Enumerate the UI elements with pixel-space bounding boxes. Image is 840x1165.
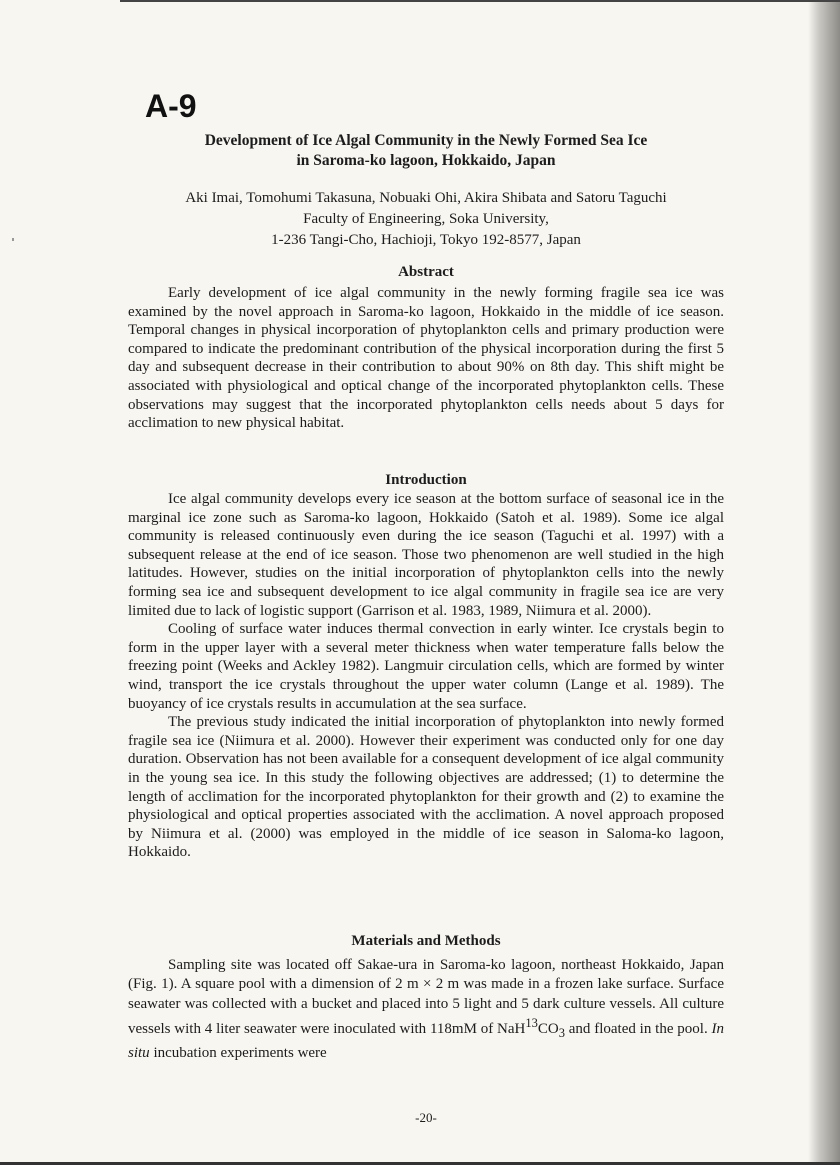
in-situ-italic: In situ (128, 1021, 724, 1061)
title-line-2: in Saroma-ko lagoon, Hokkaido, Japan (296, 152, 556, 169)
author-block (128, 188, 724, 251)
scan-speck (12, 238, 14, 241)
abstract-heading: Abstract (398, 264, 454, 280)
paper-code: A-9 (145, 88, 197, 124)
introduction-heading: Introduction (385, 472, 467, 488)
page-number: -20- (415, 1110, 437, 1125)
introduction-paragraph-3: The previous study indicated the initial incorporation of phytoplankton into newly formed fragile sea ice (Niimura et al. 2000). However their experiment was conducted only for one day duration. Observation has not been available for a consequent development of ice algal community in the young sea ice. In this study the following objectives are addressed; (1) to determine the length of acclimation for the incorporated phytoplankton for their growth and (2) to examine the physiological and optical properties associated with the acclimation. A novel approach proposed by Niimura et al. (2000) was employed in the middle of ice season in Saloma-ko lagoon, Hokkaido. (128, 714, 724, 861)
methods-heading: Materials and Methods (351, 933, 501, 949)
affiliation: Faculty of Engineering, Soka University, (303, 211, 549, 227)
address: 1-236 Tangi-Cho, Hachioji, Tokyo 192-8577, Japan (271, 232, 581, 248)
introduction-paragraph-1: Ice algal community develops every ice season at the bottom surface of seasonal ice in the marginal ice zone such as Saroma-ko lagoon, Hokkaido (Satoh et al. 1989). Some ice algal community is released continuously even during the ice season (Taguchi et al. 1997) with a subsequent release at the end of ice season. Those two phenomenon are well studied in the high latitudes. However, studies on the initial incorporation of phytoplankton cells into the newly forming sea ice and subsequent development to ice algal community in fragile sea ice are very limited due to lack of logistic support (Garrison et al. 1983, 1989, Niimura et al. 2000). (128, 491, 724, 619)
introduction-body (128, 490, 724, 862)
page-edge-shadow (808, 0, 840, 1165)
introduction-paragraph-2: Cooling of surface water induces thermal convection in early winter. Ice crystals begin to form in the upper layer with a several meter thickness when water temperature falls below the freezing point (Weeks and Ackley 1982). Langmuir circulation cells, which are formed by winter wind, transport the ice crystals throughout the upper water column (Lange et al. 1989). The buoyancy of ice crystals results in accumulation at the sea surface. (128, 621, 724, 712)
author-list: Aki Imai, Tomohumi Takasuna, Nobuaki Ohi, Akira Shibata and Satoru Taguchi (185, 190, 667, 206)
methods-text-part-2: CO (537, 1021, 559, 1038)
methods-text-part-4: incubation experiments were (149, 1044, 327, 1061)
methods-text-part-3: and floated in the pool. (564, 1021, 712, 1038)
paper-title (128, 131, 724, 171)
top-edge-rule (120, 0, 840, 2)
formula-subscript: 3 (558, 1026, 565, 1041)
methods-text (128, 956, 724, 1063)
abstract-text: Early development of ice algal community in the newly forming fragile sea ice was examined by the novel approach in Saroma-ko lagoon, Hokkaido in the middle of ice season. Temporal changes in physical incorporation of phytoplankton cells and primary production were compared to indicate the predominant contribution of the physical incorporation during the first 5 day and subsequent decrease in their contribution to about 90% on 8th day. This shift might be associated with physiological and optical change of the incorporated phytoplankton cells. These observations may suggest that the incorporated phytoplankton cells needs about 5 days for acclimation to new physical habitat. (128, 285, 724, 432)
isotope-superscript: 13 (525, 1016, 538, 1031)
methods-text-part-1: Sampling site was located off Sakae-ura in Saroma-ko lagoon, northeast Hokkaido, Japan (Fig. 1). A square pool with a dimension of 2 m × 2 m was made in a frozen lake surface. Surface seawater was collected with a bucket and placed into 5 light and 5 dark culture vessels. All culture vessels with 4 liter seawater were inoculated with 118mM of NaH (128, 957, 724, 1038)
title-line-1: Development of Ice Algal Community in the Newly Formed Sea Ice (204, 132, 648, 149)
